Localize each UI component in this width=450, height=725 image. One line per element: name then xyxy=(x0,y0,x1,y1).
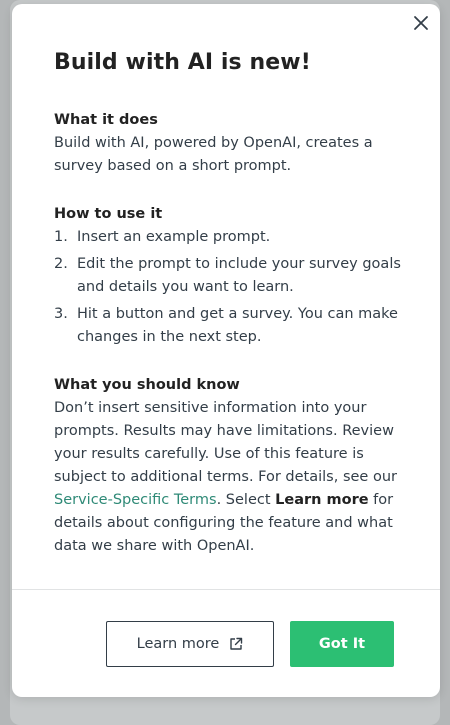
build-with-ai-modal xyxy=(12,4,440,697)
service-terms-link[interactable]: Service-Specific Terms xyxy=(54,492,217,508)
got-it-button[interactable]: Got It xyxy=(290,621,394,667)
list-item xyxy=(54,303,410,349)
list-item xyxy=(54,226,410,249)
step-number: 2. xyxy=(54,256,68,272)
close-button[interactable] xyxy=(412,14,430,32)
disclaimer-text-mid: . Select xyxy=(216,492,276,508)
list-item xyxy=(54,253,410,299)
disclaimer-text-end: for details about configuring the feature and what data we share with OpenAI. xyxy=(54,492,394,554)
step-text: Edit the prompt to include your survey goals and details you want to learn. xyxy=(77,256,401,295)
what-it-does-text: Build with AI, powered by OpenAI, creates a survey based on a short prompt. xyxy=(54,135,373,174)
modal-title: Build with AI is new! xyxy=(54,50,311,75)
disclaimer-text: Don’t insert sensitive information into your prompts. Results may have limitations. Review your results carefully. Use of this feature is subject to additional terms. For details, see our xyxy=(54,400,397,485)
what-it-does-section xyxy=(54,109,410,178)
step-text: Hit a button and get a survey. You can make changes in the next step. xyxy=(77,306,398,345)
external-link-icon xyxy=(229,637,243,651)
step-number: 3. xyxy=(54,306,68,322)
modal-content xyxy=(54,50,410,558)
close-icon xyxy=(412,14,430,32)
how-to-use-heading: How to use it xyxy=(54,206,163,222)
what-to-know-heading: What you should know xyxy=(54,377,240,393)
step-number: 1. xyxy=(54,229,68,245)
footer-divider xyxy=(12,589,440,590)
how-to-use-section xyxy=(54,203,410,349)
steps-list xyxy=(54,226,410,349)
step-text: Insert an example prompt. xyxy=(77,229,271,245)
learn-more-button[interactable] xyxy=(106,621,274,667)
what-it-does-heading: What it does xyxy=(54,112,158,128)
learn-more-label: Learn more xyxy=(136,636,220,652)
what-to-know-section xyxy=(54,374,410,558)
learn-more-emphasis: Learn more xyxy=(275,492,369,508)
what-to-know-text xyxy=(54,397,410,558)
